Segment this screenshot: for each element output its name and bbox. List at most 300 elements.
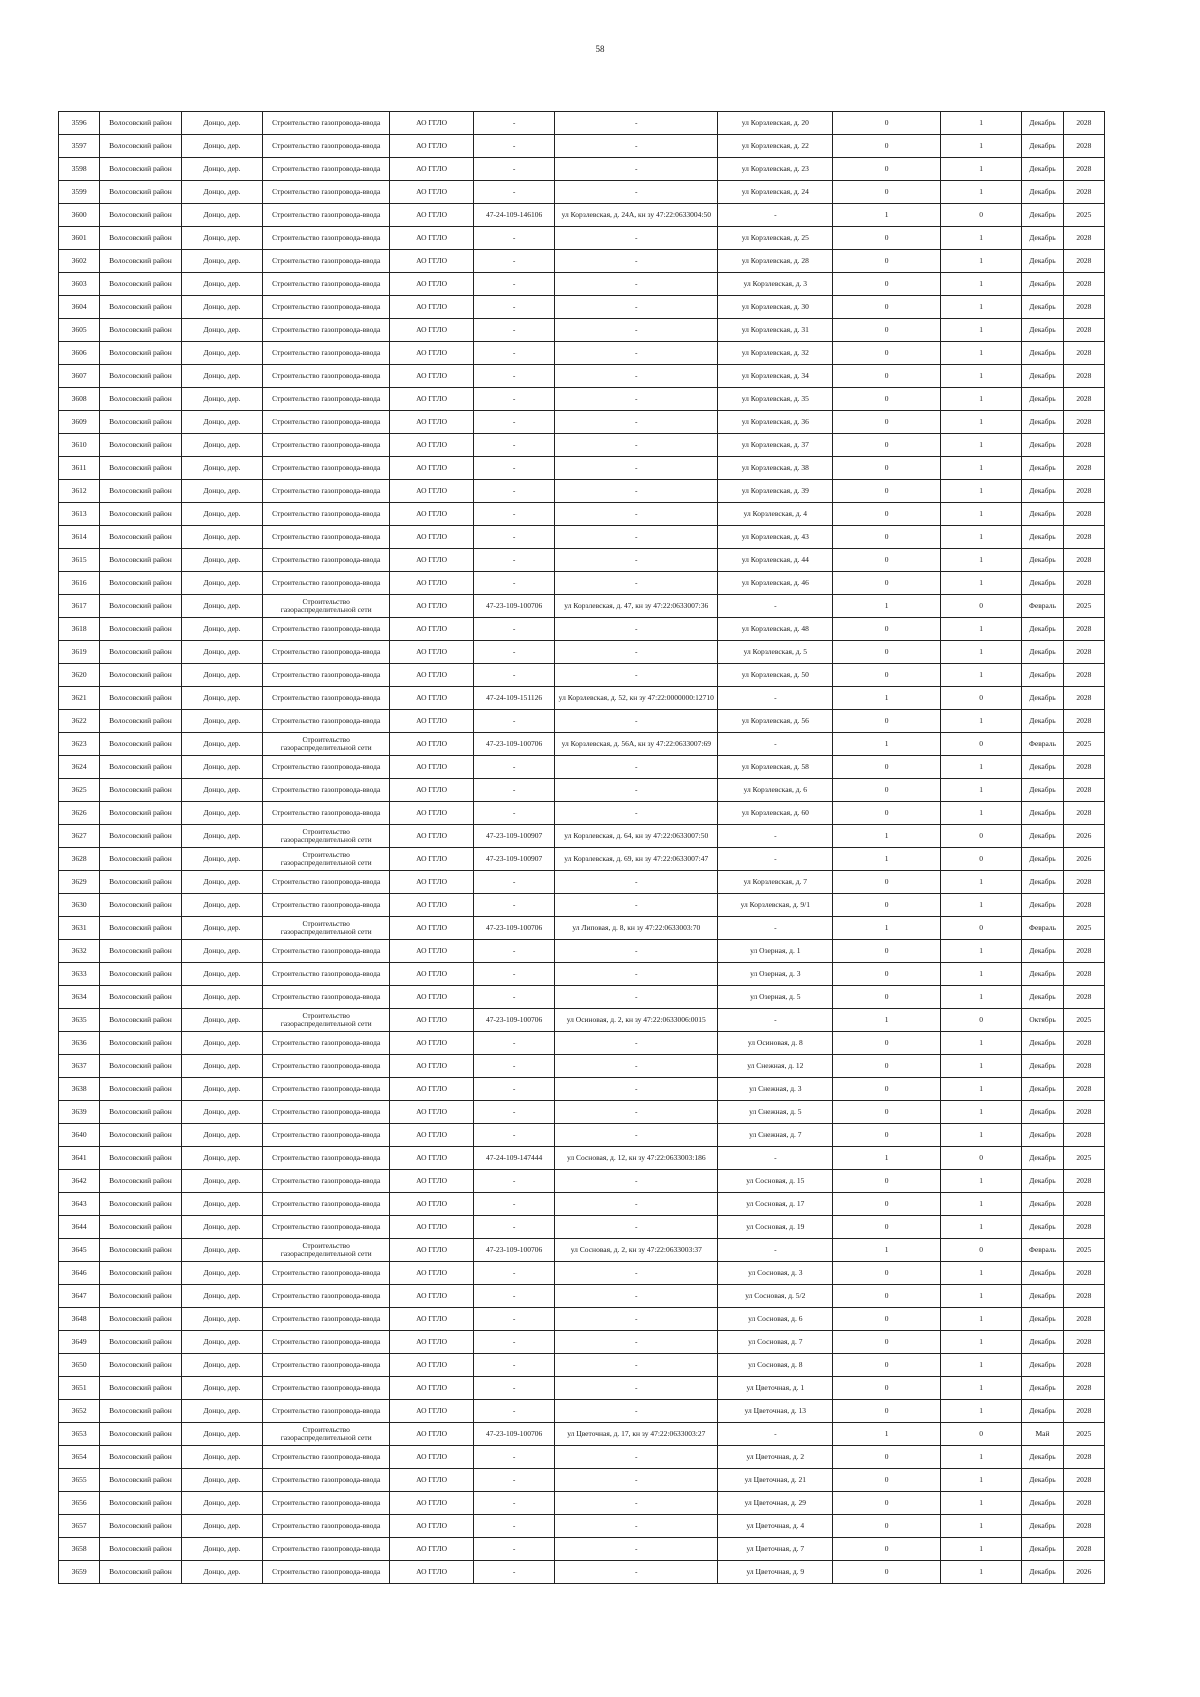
village-cell: Донцо, дер. [181,204,262,227]
cadastral-address-cell: - [555,802,718,825]
table-row [59,595,1105,618]
year-cell: 2028 [1063,549,1104,572]
month-cell: Декабрь [1022,1078,1063,1101]
registry-number-cell: - [473,365,554,388]
flag-b-cell: 1 [940,503,1021,526]
address-cell: ул Корзлевская, д. 36 [718,411,833,434]
year-cell: 2028 [1063,112,1104,135]
row-number-cell: 3650 [59,1354,100,1377]
month-cell: Декабрь [1022,1354,1063,1377]
address-cell: ул Корзлевская, д. 23 [718,158,833,181]
month-cell: Декабрь [1022,1285,1063,1308]
operator-cell: АО ГГЛО [390,1078,474,1101]
address-cell: ул Корзлевская, д. 7 [718,871,833,894]
district-cell: Волосовский район [100,687,181,710]
address-cell: ул Сосновая, д. 5/2 [718,1285,833,1308]
month-cell: Декабрь [1022,1469,1063,1492]
registry-number-cell: 47-23-109-100907 [473,825,554,848]
work-type-cell: Строительство газопровода-ввода [263,756,390,779]
month-cell: Декабрь [1022,1216,1063,1239]
cadastral-address-cell: - [555,1193,718,1216]
month-cell: Февраль [1022,1239,1063,1262]
page-number: 58 [595,44,605,54]
registry-number-cell: - [473,342,554,365]
year-cell: 2028 [1063,664,1104,687]
district-cell: Волосовский район [100,710,181,733]
flag-a-cell: 0 [833,871,941,894]
district-cell: Волосовский район [100,779,181,802]
address-cell: - [718,595,833,618]
row-number-cell: 3612 [59,480,100,503]
registry-number-cell: - [473,181,554,204]
row-number-cell: 3598 [59,158,100,181]
village-cell: Донцо, дер. [181,664,262,687]
row-number-cell: 3614 [59,526,100,549]
work-type-cell: Строительство газопровода-ввода [263,1469,390,1492]
registry-number-cell: - [473,1446,554,1469]
village-cell: Донцо, дер. [181,641,262,664]
row-number-cell: 3630 [59,894,100,917]
cadastral-address-cell: - [555,641,718,664]
address-cell: ул Корзлевская, д. 20 [718,112,833,135]
flag-b-cell: 1 [940,1193,1021,1216]
table-row [59,618,1105,641]
district-cell: Волосовский район [100,388,181,411]
village-cell: Донцо, дер. [181,526,262,549]
cadastral-address-cell: - [555,158,718,181]
village-cell: Донцо, дер. [181,434,262,457]
row-number-cell: 3600 [59,204,100,227]
flag-a-cell: 1 [833,687,941,710]
address-cell: ул Цветочная, д. 4 [718,1515,833,1538]
registry-number-cell: - [473,641,554,664]
row-number-cell: 3621 [59,687,100,710]
cadastral-address-cell: ул Осиновая, д. 2, кн зу 47:22:0633006:0015 [555,1009,718,1032]
flag-b-cell: 1 [940,1354,1021,1377]
flag-b-cell: 1 [940,963,1021,986]
cadastral-address-cell: - [555,1032,718,1055]
row-number-cell: 3608 [59,388,100,411]
work-type-cell: Строительство газопровода-ввода [263,1262,390,1285]
table-row [59,1078,1105,1101]
flag-b-cell: 1 [940,1262,1021,1285]
district-cell: Волосовский район [100,1446,181,1469]
month-cell: Декабрь [1022,158,1063,181]
work-type-cell: Строительство газопровода-ввода [263,963,390,986]
flag-b-cell: 0 [940,848,1021,871]
table-row [59,1538,1105,1561]
table-row [59,112,1105,135]
flag-b-cell: 0 [940,204,1021,227]
district-cell: Волосовский район [100,296,181,319]
work-type-cell: Строительство газопровода-ввода [263,1285,390,1308]
table-row [59,1055,1105,1078]
work-type-cell: Строительство газопровода-ввода [263,894,390,917]
table-row [59,1377,1105,1400]
registry-number-cell: - [473,526,554,549]
month-cell: Декабрь [1022,526,1063,549]
month-cell: Декабрь [1022,1170,1063,1193]
flag-a-cell: 0 [833,526,941,549]
cadastral-address-cell: - [555,503,718,526]
cadastral-address-cell: - [555,894,718,917]
work-type-cell: Строительство газопровода-ввода [263,480,390,503]
operator-cell: АО ГГЛО [390,135,474,158]
address-cell: ул Сосновая, д. 17 [718,1193,833,1216]
month-cell: Декабрь [1022,710,1063,733]
village-cell: Донцо, дер. [181,1124,262,1147]
flag-b-cell: 1 [940,1492,1021,1515]
district-cell: Волосовский район [100,802,181,825]
flag-b-cell: 1 [940,572,1021,595]
flag-a-cell: 1 [833,204,941,227]
month-cell: Декабрь [1022,411,1063,434]
registry-number-cell: 47-23-109-100907 [473,848,554,871]
year-cell: 2028 [1063,1469,1104,1492]
cadastral-address-cell: - [555,342,718,365]
flag-a-cell: 0 [833,802,941,825]
table-row [59,871,1105,894]
village-cell: Донцо, дер. [181,1538,262,1561]
address-cell: - [718,1009,833,1032]
row-number-cell: 3617 [59,595,100,618]
village-cell: Донцо, дер. [181,894,262,917]
table-row [59,1262,1105,1285]
village-cell: Донцо, дер. [181,1147,262,1170]
registry-number-cell: - [473,1354,554,1377]
village-cell: Донцо, дер. [181,319,262,342]
month-cell: Декабрь [1022,1262,1063,1285]
work-type-cell: Строительство газопровода-ввода [263,457,390,480]
year-cell: 2028 [1063,1216,1104,1239]
cadastral-address-cell: - [555,1055,718,1078]
address-cell: ул Корзлевская, д. 50 [718,664,833,687]
row-number-cell: 3634 [59,986,100,1009]
cadastral-address-cell: - [555,1538,718,1561]
village-cell: Донцо, дер. [181,940,262,963]
table-row [59,825,1105,848]
month-cell: Декабрь [1022,503,1063,526]
table-row [59,135,1105,158]
address-cell: - [718,687,833,710]
address-cell: ул Цветочная, д. 1 [718,1377,833,1400]
year-cell: 2028 [1063,940,1104,963]
district-cell: Волосовский район [100,1538,181,1561]
year-cell: 2028 [1063,618,1104,641]
district-cell: Волосовский район [100,1423,181,1446]
registry-number-cell: - [473,986,554,1009]
registry-number-cell: - [473,1124,554,1147]
village-cell: Донцо, дер. [181,1377,262,1400]
registry-number-cell: 47-23-109-100706 [473,1009,554,1032]
flag-b-cell: 0 [940,687,1021,710]
district-cell: Волосовский район [100,1331,181,1354]
district-cell: Волосовский район [100,549,181,572]
year-cell: 2028 [1063,250,1104,273]
flag-b-cell: 1 [940,1377,1021,1400]
month-cell: Февраль [1022,595,1063,618]
work-type-cell: Строительство газораспределительной сети [263,917,390,940]
address-cell: ул Осиновая, д. 8 [718,1032,833,1055]
row-number-cell: 3657 [59,1515,100,1538]
work-type-cell: Строительство газопровода-ввода [263,503,390,526]
year-cell: 2028 [1063,1492,1104,1515]
flag-b-cell: 1 [940,664,1021,687]
flag-a-cell: 0 [833,227,941,250]
work-type-cell: Строительство газораспределительной сети [263,595,390,618]
flag-b-cell: 0 [940,825,1021,848]
registry-number-cell: - [473,1262,554,1285]
flag-a-cell: 0 [833,549,941,572]
table-row [59,1308,1105,1331]
district-cell: Волосовский район [100,595,181,618]
cadastral-address-cell: - [555,1377,718,1400]
work-type-cell: Строительство газораспределительной сети [263,825,390,848]
address-cell: ул Цветочная, д. 2 [718,1446,833,1469]
row-number-cell: 3605 [59,319,100,342]
table-row [59,1170,1105,1193]
district-cell: Волосовский район [100,480,181,503]
row-number-cell: 3607 [59,365,100,388]
cadastral-address-cell: - [555,181,718,204]
work-type-cell: Строительство газопровода-ввода [263,1308,390,1331]
operator-cell: АО ГГЛО [390,1308,474,1331]
row-number-cell: 3632 [59,940,100,963]
work-type-cell: Строительство газопровода-ввода [263,319,390,342]
flag-b-cell: 1 [940,365,1021,388]
address-cell: ул Корзлевская, д. 6 [718,779,833,802]
work-type-cell: Строительство газопровода-ввода [263,1101,390,1124]
district-cell: Волосовский район [100,1469,181,1492]
village-cell: Донцо, дер. [181,480,262,503]
year-cell: 2028 [1063,1032,1104,1055]
flag-a-cell: 0 [833,1170,941,1193]
address-cell: ул Корзлевская, д. 28 [718,250,833,273]
flag-b-cell: 1 [940,158,1021,181]
table-row [59,549,1105,572]
operator-cell: АО ГГЛО [390,549,474,572]
flag-a-cell: 0 [833,1331,941,1354]
month-cell: Декабрь [1022,1561,1063,1584]
year-cell: 2028 [1063,1515,1104,1538]
village-cell: Донцо, дер. [181,1446,262,1469]
address-cell: ул Сосновая, д. 3 [718,1262,833,1285]
flag-a-cell: 0 [833,480,941,503]
registry-number-cell: - [473,963,554,986]
flag-b-cell: 1 [940,894,1021,917]
operator-cell: АО ГГЛО [390,1538,474,1561]
table-row [59,1239,1105,1262]
village-cell: Донцо, дер. [181,250,262,273]
row-number-cell: 3659 [59,1561,100,1584]
month-cell: Декабрь [1022,1446,1063,1469]
district-cell: Волосовский район [100,572,181,595]
flag-b-cell: 1 [940,480,1021,503]
flag-a-cell: 0 [833,1124,941,1147]
row-number-cell: 3636 [59,1032,100,1055]
registry-number-cell: - [473,1308,554,1331]
table-row [59,434,1105,457]
registry-number-cell: - [473,1561,554,1584]
flag-a-cell: 0 [833,572,941,595]
work-type-cell: Строительство газораспределительной сети [263,733,390,756]
operator-cell: АО ГГЛО [390,503,474,526]
registry-number-cell: 47-23-109-100706 [473,1423,554,1446]
year-cell: 2028 [1063,1446,1104,1469]
flag-a-cell: 1 [833,1423,941,1446]
row-number-cell: 3656 [59,1492,100,1515]
flag-b-cell: 1 [940,296,1021,319]
operator-cell: АО ГГЛО [390,1561,474,1584]
year-cell: 2028 [1063,1377,1104,1400]
village-cell: Донцо, дер. [181,802,262,825]
month-cell: Декабрь [1022,1400,1063,1423]
year-cell: 2025 [1063,1239,1104,1262]
flag-b-cell: 1 [940,273,1021,296]
operator-cell: АО ГГЛО [390,1377,474,1400]
district-cell: Волосовский район [100,1492,181,1515]
operator-cell: АО ГГЛО [390,572,474,595]
operator-cell: АО ГГЛО [390,1515,474,1538]
cadastral-address-cell: - [555,1285,718,1308]
operator-cell: АО ГГЛО [390,411,474,434]
address-cell: ул Снежная, д. 3 [718,1078,833,1101]
village-cell: Донцо, дер. [181,1055,262,1078]
flag-b-cell: 1 [940,1078,1021,1101]
registry-number-cell: - [473,549,554,572]
flag-b-cell: 1 [940,319,1021,342]
work-type-cell: Строительство газопровода-ввода [263,526,390,549]
operator-cell: АО ГГЛО [390,434,474,457]
row-number-cell: 3625 [59,779,100,802]
flag-b-cell: 1 [940,802,1021,825]
village-cell: Донцо, дер. [181,457,262,480]
month-cell: Май [1022,1423,1063,1446]
address-cell: - [718,204,833,227]
operator-cell: АО ГГЛО [390,1492,474,1515]
village-cell: Донцо, дер. [181,1285,262,1308]
cadastral-address-cell: - [555,411,718,434]
district-cell: Волосовский район [100,1262,181,1285]
operator-cell: АО ГГЛО [390,158,474,181]
registry-number-cell: - [473,1331,554,1354]
village-cell: Донцо, дер. [181,595,262,618]
flag-a-cell: 0 [833,411,941,434]
table-row [59,296,1105,319]
registry-number-cell: - [473,411,554,434]
year-cell: 2028 [1063,779,1104,802]
flag-b-cell: 1 [940,1055,1021,1078]
month-cell: Декабрь [1022,434,1063,457]
row-number-cell: 3620 [59,664,100,687]
registry-number-cell: - [473,1538,554,1561]
row-number-cell: 3647 [59,1285,100,1308]
month-cell: Декабрь [1022,480,1063,503]
row-number-cell: 3651 [59,1377,100,1400]
operator-cell: АО ГГЛО [390,319,474,342]
cadastral-address-cell: - [555,1469,718,1492]
operator-cell: АО ГГЛО [390,365,474,388]
flag-a-cell: 0 [833,273,941,296]
work-type-cell: Строительство газопровода-ввода [263,158,390,181]
month-cell: Декабрь [1022,1147,1063,1170]
year-cell: 2025 [1063,733,1104,756]
table-row [59,1423,1105,1446]
month-cell: Декабрь [1022,1055,1063,1078]
village-cell: Донцо, дер. [181,411,262,434]
flag-b-cell: 1 [940,1400,1021,1423]
cadastral-address-cell: - [555,940,718,963]
registry-number-cell: - [473,710,554,733]
registry-number-cell: - [473,388,554,411]
cadastral-address-cell: - [555,480,718,503]
month-cell: Декабрь [1022,986,1063,1009]
operator-cell: АО ГГЛО [390,618,474,641]
month-cell: Декабрь [1022,825,1063,848]
village-cell: Донцо, дер. [181,1469,262,1492]
flag-a-cell: 1 [833,1239,941,1262]
village-cell: Донцо, дер. [181,1331,262,1354]
registry-number-cell: - [473,1377,554,1400]
work-type-cell: Строительство газопровода-ввода [263,802,390,825]
village-cell: Донцо, дер. [181,1423,262,1446]
work-type-cell: Строительство газопровода-ввода [263,1170,390,1193]
village-cell: Донцо, дер. [181,112,262,135]
flag-a-cell: 0 [833,894,941,917]
district-cell: Волосовский район [100,1055,181,1078]
table-row [59,1354,1105,1377]
flag-a-cell: 0 [833,365,941,388]
village-cell: Донцо, дер. [181,572,262,595]
operator-cell: АО ГГЛО [390,342,474,365]
address-cell: ул Корзлевская, д. 43 [718,526,833,549]
row-number-cell: 3622 [59,710,100,733]
operator-cell: АО ГГЛО [390,250,474,273]
registry-number-cell: - [473,940,554,963]
district-cell: Волосовский район [100,135,181,158]
operator-cell: АО ГГЛО [390,1446,474,1469]
village-cell: Донцо, дер. [181,549,262,572]
district-cell: Волосовский район [100,319,181,342]
month-cell: Декабрь [1022,664,1063,687]
operator-cell: АО ГГЛО [390,1285,474,1308]
month-cell: Декабрь [1022,1538,1063,1561]
year-cell: 2028 [1063,1193,1104,1216]
flag-b-cell: 0 [940,733,1021,756]
work-type-cell: Строительство газопровода-ввода [263,1193,390,1216]
address-cell: - [718,825,833,848]
work-type-cell: Строительство газопровода-ввода [263,1216,390,1239]
registry-number-cell: - [473,1285,554,1308]
flag-a-cell: 0 [833,940,941,963]
year-cell: 2028 [1063,963,1104,986]
work-type-cell: Строительство газопровода-ввода [263,1078,390,1101]
table-row [59,1446,1105,1469]
row-number-cell: 3610 [59,434,100,457]
cadastral-address-cell: ул Корзлевская, д. 64, кн зу 47:22:0633007:50 [555,825,718,848]
work-type-cell: Строительство газопровода-ввода [263,181,390,204]
flag-b-cell: 1 [940,1216,1021,1239]
work-type-cell: Строительство газопровода-ввода [263,112,390,135]
operator-cell: АО ГГЛО [390,871,474,894]
cadastral-address-cell: - [555,549,718,572]
flag-a-cell: 0 [833,250,941,273]
address-cell: ул Цветочная, д. 21 [718,1469,833,1492]
cadastral-address-cell: ул Цветочная, д. 17, кн зу 47:22:0633003:27 [555,1423,718,1446]
year-cell: 2025 [1063,917,1104,940]
registry-number-cell: - [473,1101,554,1124]
address-cell: ул Озерная, д. 1 [718,940,833,963]
